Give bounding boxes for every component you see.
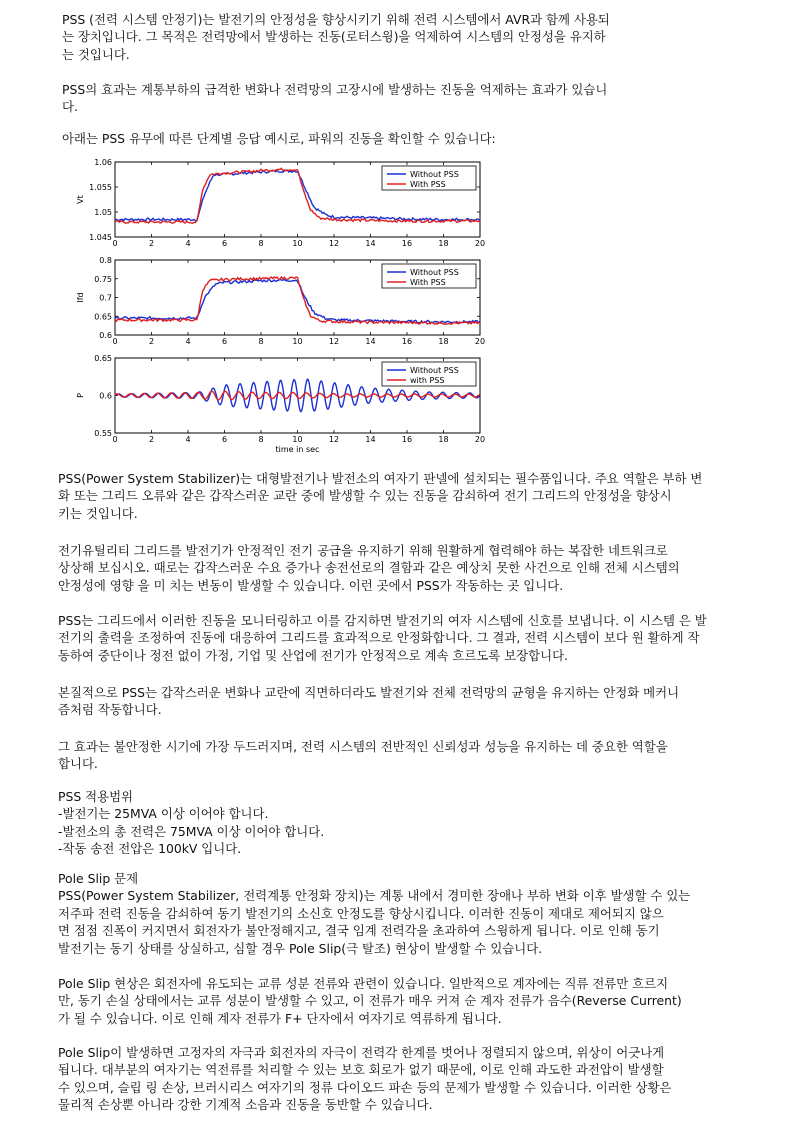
- x-axis-label: time in sec: [275, 445, 320, 454]
- y-tick-label: 0.6: [99, 331, 112, 340]
- x-tick-label: 16: [401, 435, 413, 444]
- y-tick-label: 0.6: [99, 391, 112, 401]
- x-tick-label: 12: [328, 337, 340, 346]
- legend-label: Without PSS: [410, 170, 459, 179]
- x-tick-label: 4: [185, 435, 191, 444]
- legend-label: Without PSS: [410, 366, 459, 375]
- x-tick-label: 0: [112, 337, 118, 346]
- x-tick-label: 2: [148, 435, 155, 444]
- y-tick-label: 0.65: [94, 312, 112, 322]
- x-tick-label: 10: [292, 239, 303, 248]
- pole-slip-section: Pole Slip 문제 PSS(Power System Stabilizer, 전력계통 안정화 장치)는 계통 내에서 경미한 장애나 부하 변화 이후 발생할 수 있는 저주파 전력 진동을 감쇠하여 동기 발전기의 소신호 안정도를 향상시킵니다. 이러한 진동이 제대로 제어되지 않으 면 점점 진폭이 커지면서 회전자가 불안정해지고, 결국 임계 전력각을 초과하여 스윙하게 됩니다. 이로 인해 동기 발전기는 동기 상태를 상실하고, 심할 경우 Pole Slip(극 탈조) 현상이 발생할 수 있습니다.: [58, 871, 691, 956]
- x-tick-label: 18: [438, 337, 449, 346]
- chart-panel-2: [76, 256, 485, 346]
- chart-panel-1: [76, 158, 485, 248]
- x-tick-label: 2: [148, 239, 155, 248]
- x-tick-label: 14: [365, 435, 376, 444]
- x-tick-label: 4: [185, 337, 191, 346]
- pss-monitoring-paragraph: PSS는 그리드에서 이러한 진동을 모니터링하고 이를 감지하면 발전기의 여자 시스템에 신호를 보냅니다. 이 시스템 은 발 전기의 출력을 조정하여 진동에 대응하여 그리드를 효과적으로 안정화합니다. 그 결과, 전력 시스템이 보다 원 활하게 작 동하여 중단이나 정전 없이 가정, 기업 및 산업에 전기가 안정적으로 계속 흐르도록 보장합니다.: [58, 613, 707, 663]
- chart-intro-paragraph: 아래는 PSS 유무에 따른 단계별 응답 예시로, 파워의 진동을 확인할 수 있습니다:: [62, 131, 496, 146]
- y-tick-label: 1.045: [89, 233, 112, 242]
- x-tick-label: 6: [221, 239, 228, 248]
- legend-label: with PSS: [410, 376, 445, 385]
- x-tick-label: 14: [365, 239, 376, 248]
- x-tick-label: 10: [292, 435, 303, 444]
- x-tick-label: 20: [474, 239, 486, 248]
- y-axis-label: P: [76, 393, 85, 398]
- y-tick-label: 0.7: [99, 293, 112, 303]
- effect-paragraph: PSS의 효과는 계통부하의 급격한 변화나 전력망의 고장시에 발생하는 진동을 억제하는 효과가 있습니 다.: [62, 82, 608, 115]
- pss-response-figure: [70, 157, 490, 457]
- x-tick-label: 8: [258, 239, 264, 248]
- x-tick-label: 10: [292, 337, 303, 346]
- y-axis-label: Ifd: [76, 292, 85, 303]
- pss-scope-section: PSS 적용범위 -발전기는 25MVA 이상 이어야 합니다. -발전소의 총 전력은 75MVA 이상 이어야 합니다. -작동 송전 전압은 100kV 입니다.: [58, 789, 325, 857]
- x-tick-label: 20: [474, 435, 486, 444]
- reliability-paragraph: 그 효과는 불안정한 시기에 가장 두드러지며, 전력 시스템의 전반적인 신뢰성과 성능을 유지하는 데 중요한 역할을 합니다.: [58, 739, 668, 772]
- y-tick-label: 0.55: [94, 429, 112, 438]
- x-tick-label: 0: [112, 435, 118, 444]
- pss-response-charts: [70, 157, 490, 457]
- y-tick-label: 1.05: [94, 208, 112, 217]
- y-tick-label: 0.65: [94, 354, 112, 363]
- pss-description-paragraph: PSS(Power System Stabilizer)는 대형발전기나 발전소의 여자기 판넬에 설치되는 필수품입니다. 주요 역할은 부하 변 화 또는 그리드 오류와 같은 갑작스러운 교란 중에 발생할 수 있는 진동을 감쇠하여 전기 그리드의 안정성을 향상시 키는 것입니다.: [58, 471, 703, 521]
- x-tick-label: 6: [221, 435, 228, 444]
- x-tick-label: 14: [365, 337, 376, 346]
- x-tick-label: 6: [221, 337, 228, 346]
- x-tick-label: 12: [328, 435, 340, 444]
- x-tick-label: 20: [474, 337, 486, 346]
- x-tick-label: 16: [401, 239, 413, 248]
- x-tick-label: 16: [401, 337, 413, 346]
- stabilizer-mechanism-paragraph: 본질적으로 PSS는 갑작스러운 변화나 교란에 직면하더라도 발전기와 전체 전력망의 균형을 유지하는 안정화 메커니 즘처럼 작동합니다.: [58, 685, 680, 718]
- x-tick-label: 4: [185, 239, 191, 248]
- pole-slip-damage-paragraph: Pole Slip이 발생하면 고정자의 자극과 회전자의 자극이 전력각 한계를 벗어나 정렬되지 않으며, 위상이 어긋나게 됩니다. 대부분의 여자기는 역전류를 처리할 수 있는 보호 회로가 없기 때문에, 이로 인해 과도한 과전압이 발생할 수 있으며, 슬립 링 손상, 브러시리스 여자기의 정류 다이오드 파손 등의 문제가 발생할 수 있습니다. 이러한 상황은 물리적 손상뿐 아니라 강한 기계적 소음과 진동을 동반할 수 있습니다.: [58, 1045, 672, 1113]
- legend-label: With PSS: [410, 278, 446, 287]
- x-tick-label: 8: [258, 337, 264, 346]
- x-tick-label: 18: [438, 435, 449, 444]
- intro-paragraph: PSS (전력 시스템 안정기)는 발전기의 안정성을 향상시키기 위해 전력 시스템에서 AVR과 함께 사용되 는 장치입니다. 그 목적은 전력망에서 발생하는 진동(로터스윙)을 억제하여 시스템의 안정성을 유지하 는 것입니다.: [62, 12, 610, 62]
- grid-analogy-paragraph: 전기유틸리티 그리드를 발전기가 안정적인 전기 공급을 유지하기 위해 원활하게 협력해야 하는 복잡한 네트워크로 상상해 보십시오. 때로는 갑작스러운 수요 증가나 송전선로의 결함과 같은 예상치 못한 사건으로 인해 전체 시스템의 안정성에 영향 을 미 치는 변동이 발생할 수 있습니다. 이런 곳에서 PSS가 작동하는 곳 입니다.: [58, 543, 680, 593]
- legend-label: With PSS: [410, 180, 446, 189]
- x-tick-label: 2: [148, 337, 155, 346]
- y-tick-label: 1.06: [94, 158, 112, 167]
- y-tick-label: 0.8: [99, 256, 112, 265]
- legend-label: Without PSS: [410, 268, 459, 277]
- chart-panel-3: [76, 354, 485, 454]
- pole-slip-current-paragraph: Pole Slip 현상은 회전자에 유도되는 교류 성분 전류와 관련이 있습니다. 일반적으로 계자에는 직류 전류만 흐르지 만, 동기 손실 상태에서는 교류 성분이 발생할 수 있고, 이 전류가 매우 커져 순 계자 전류가 음수(Reverse Current) 가 될 수 있습니다. 이로 인해 계자 전류가 F+ 단자에서 여자기로 역류하게 됩니다.: [58, 976, 682, 1026]
- x-tick-label: 8: [258, 435, 264, 444]
- x-tick-label: 12: [328, 239, 340, 248]
- x-tick-label: 0: [112, 239, 118, 248]
- x-tick-label: 18: [438, 239, 449, 248]
- y-tick-label: 1.055: [89, 183, 112, 192]
- y-tick-label: 0.75: [94, 274, 112, 284]
- y-axis-label: Vt: [76, 195, 85, 204]
